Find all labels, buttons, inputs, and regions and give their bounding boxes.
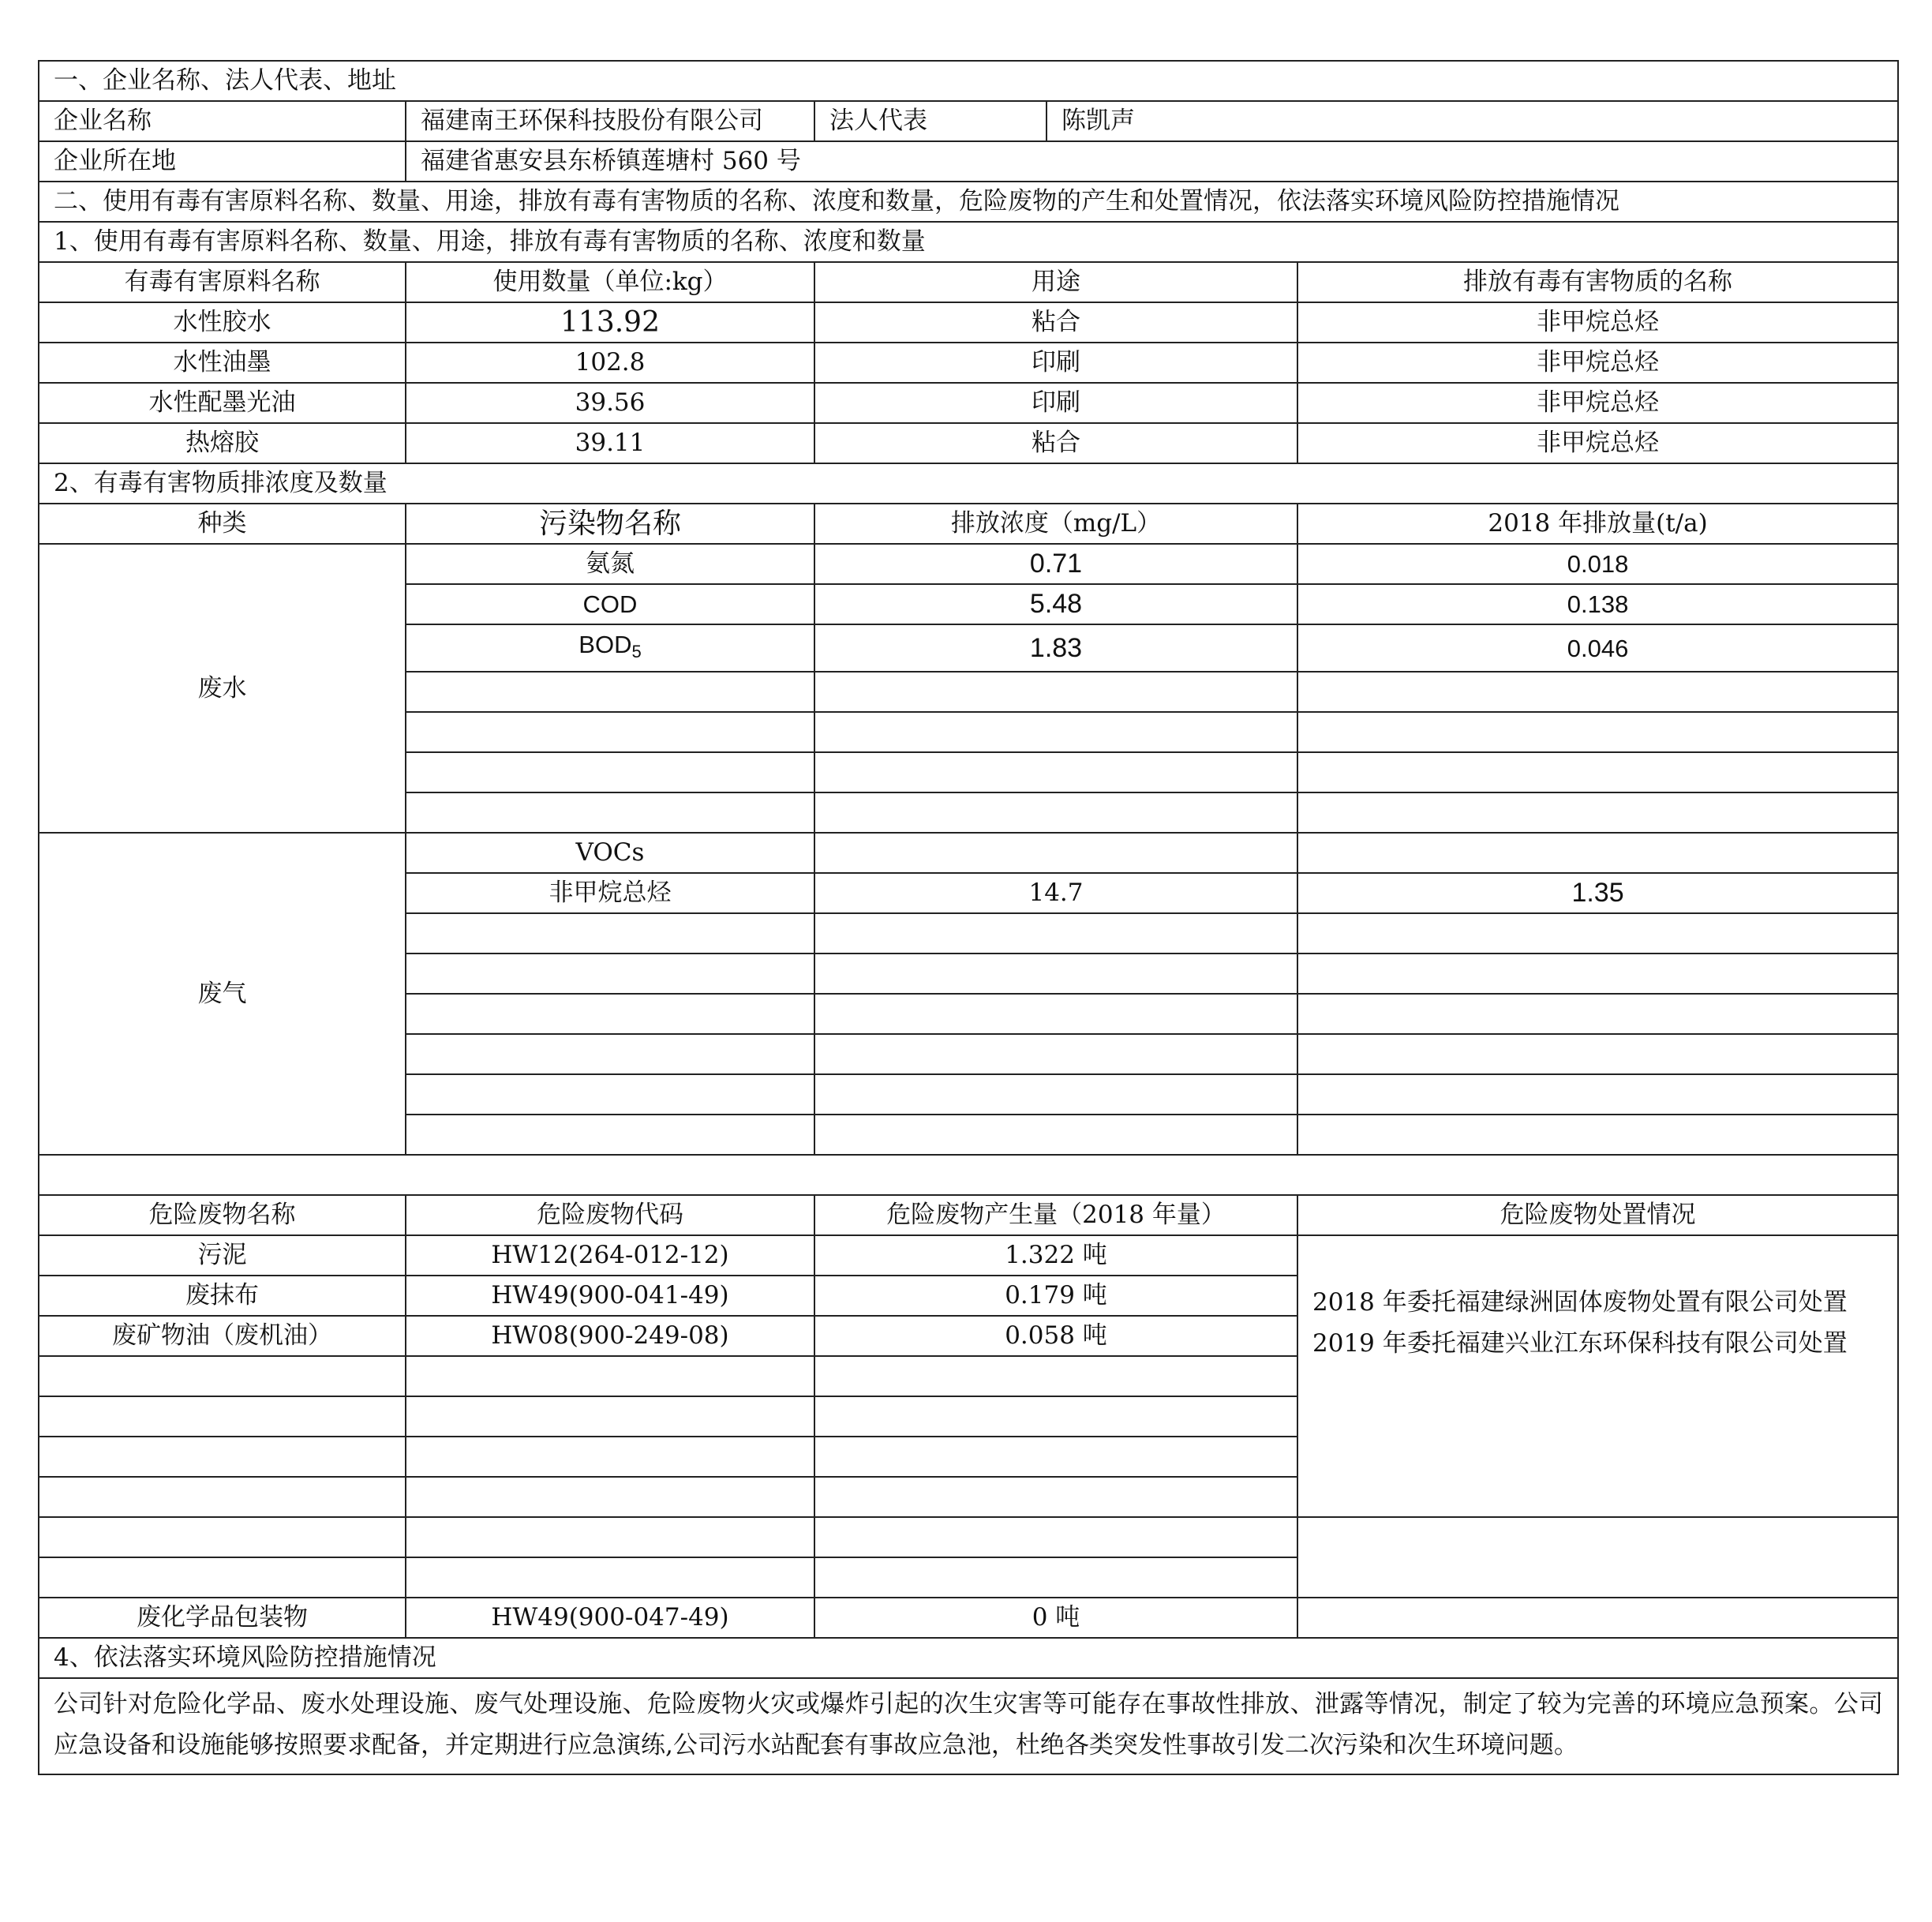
pollutant-concentration <box>814 833 1297 873</box>
empty-cell <box>406 1557 814 1598</box>
empty-cell <box>406 752 814 792</box>
hazardous-disposal-cell <box>1297 1235 1898 1517</box>
pollutant-name: 非甲烷总烃 <box>406 873 814 913</box>
pollutant-concentration: 14.7 <box>814 873 1297 913</box>
pollutant-concentration: 0.71 <box>814 544 1297 584</box>
section4-title-row <box>39 1638 1898 1678</box>
materials-header-row <box>39 262 1898 302</box>
empty-cell <box>39 1517 406 1557</box>
pollutant-name: VOCs <box>406 833 814 873</box>
empty-cell <box>1297 954 1898 994</box>
empty-cell <box>406 1396 814 1437</box>
emissions-header-pollutant: 污染物名称 <box>406 504 814 544</box>
pollutant-amount: 1.35 <box>1297 873 1898 913</box>
wastewater-row <box>39 544 1898 584</box>
empty-cell <box>1297 672 1898 712</box>
pollutant-name <box>406 624 814 672</box>
empty-cell <box>39 1437 406 1477</box>
empty-cell <box>406 1437 814 1477</box>
materials-header-name: 有毒有害原料名称 <box>39 262 406 302</box>
empty-cell <box>814 1074 1297 1115</box>
hazardous-name: 废矿物油（废机油） <box>39 1316 406 1356</box>
pollutant-name-main: BOD <box>578 631 632 658</box>
section1-title: 一、企业名称、法人代表、地址 <box>39 61 1898 101</box>
materials-header-use: 用途 <box>814 262 1297 302</box>
disposal-line-2018: 2018 年委托福建绿洲固体废物处置有限公司处置 <box>1312 1288 1848 1317</box>
empty-cell <box>814 1557 1297 1598</box>
empty-cell <box>406 792 814 833</box>
hazardous-amount: 1.322 吨 <box>814 1235 1297 1276</box>
material-row <box>39 423 1898 463</box>
section4-content: 公司针对危险化学品、废水处理设施、废气处理设施、危险废物火灾或爆炸引起的次生灾害等可能存在事故性排放、泄露等情况，制定了较为完善的环境应急预案。公司应急设备和设施能够按照要求配备，并定期进行应急演练,公司污水站配套有事故应急池，杜绝各类突发性事故引发二次污染和次生环境问题。 <box>39 1678 1898 1774</box>
material-qty: 113.92 <box>406 302 814 343</box>
pollutant-name: COD <box>406 584 814 624</box>
disposal-line-2019: 2019 年委托福建兴业江东环保科技有限公司处置 <box>1312 1329 1848 1358</box>
emissions-header-row <box>39 504 1898 544</box>
blank-cell <box>39 1155 1898 1195</box>
exhaust-row <box>39 833 1898 873</box>
hazardous-amount: 0.179 吨 <box>814 1276 1297 1316</box>
emissions-header-category: 种类 <box>39 504 406 544</box>
materials-title-row <box>39 222 1898 262</box>
packaging-row <box>39 1598 1898 1638</box>
hazardous-code: HW08(900-249-08) <box>406 1316 814 1356</box>
empty-cell <box>1297 1034 1898 1074</box>
empty-cell <box>1297 752 1898 792</box>
pollutant-amount <box>1297 833 1898 873</box>
empty-row <box>39 1517 1898 1557</box>
company-name-label: 企业名称 <box>39 101 406 141</box>
material-emission: 非甲烷总烃 <box>1297 302 1898 343</box>
empty-cell <box>1297 1074 1898 1115</box>
environmental-disclosure-table <box>38 60 1899 1775</box>
legal-rep-value: 陈凯声 <box>1046 101 1898 141</box>
empty-cell <box>406 1034 814 1074</box>
hazardous-header-code: 危险废物代码 <box>406 1195 814 1235</box>
material-name: 水性胶水 <box>39 302 406 343</box>
pollutant-amount: 0.018 <box>1297 544 1898 584</box>
empty-cell <box>406 954 814 994</box>
company-name-value: 福建南王环保科技股份有限公司 <box>406 101 814 141</box>
material-name: 水性油墨 <box>39 343 406 383</box>
address-label: 企业所在地 <box>39 141 406 182</box>
empty-cell <box>406 1517 814 1557</box>
emissions-title: 2、有毒有害物质排浓度及数量 <box>39 463 1898 504</box>
hazardous-code: HW12(264-012-12) <box>406 1235 814 1276</box>
packaging-amount: 0 吨 <box>814 1598 1297 1638</box>
hazardous-row <box>39 1235 1898 1276</box>
blank-separator-row <box>39 1155 1898 1195</box>
material-emission: 非甲烷总烃 <box>1297 423 1898 463</box>
hazardous-name: 废抹布 <box>39 1276 406 1316</box>
materials-header-emission: 排放有毒有害物质的名称 <box>1297 262 1898 302</box>
hazardous-name: 污泥 <box>39 1235 406 1276</box>
empty-cell <box>814 994 1297 1034</box>
empty-cell <box>814 792 1297 833</box>
empty-cell <box>1297 712 1898 752</box>
empty-cell <box>406 1477 814 1517</box>
address-value: 福建省惠安县东桥镇莲塘村 560 号 <box>406 141 1898 182</box>
pollutant-concentration: 5.48 <box>814 584 1297 624</box>
empty-cell <box>39 1477 406 1517</box>
pollutant-amount: 0.138 <box>1297 584 1898 624</box>
empty-cell <box>406 672 814 712</box>
exhaust-category: 废气 <box>39 833 406 1155</box>
material-qty: 102.8 <box>406 343 814 383</box>
emissions-title-row <box>39 463 1898 504</box>
section4-content-row <box>39 1678 1898 1774</box>
empty-cell <box>814 954 1297 994</box>
materials-title: 1、使用有毒有害原料名称、数量、用途，排放有毒有害物质的名称、浓度和数量 <box>39 222 1898 262</box>
packaging-name: 废化学品包装物 <box>39 1598 406 1638</box>
pollutant-name-subscript: 5 <box>631 642 642 661</box>
address-row <box>39 141 1898 182</box>
hazardous-amount: 0.058 吨 <box>814 1316 1297 1356</box>
material-name: 水性配墨光油 <box>39 383 406 423</box>
pollutant-amount: 0.046 <box>1297 624 1898 672</box>
material-row <box>39 343 1898 383</box>
empty-cell <box>406 712 814 752</box>
hazardous-header-amount: 危险废物产生量（2018 年量） <box>814 1195 1297 1235</box>
material-use: 粘合 <box>814 423 1297 463</box>
pollutant-name: 氨氮 <box>406 544 814 584</box>
material-row <box>39 302 1898 343</box>
empty-cell <box>814 1034 1297 1074</box>
empty-cell <box>1297 913 1898 954</box>
material-use: 印刷 <box>814 343 1297 383</box>
empty-cell <box>39 1396 406 1437</box>
company-name-row <box>39 101 1898 141</box>
section1-title-row <box>39 61 1898 101</box>
material-row <box>39 383 1898 423</box>
section4-title: 4、依法落实环境风险防控措施情况 <box>39 1638 1898 1678</box>
empty-cell <box>814 913 1297 954</box>
empty-cell <box>406 913 814 954</box>
hazardous-code: HW49(900-041-49) <box>406 1276 814 1316</box>
empty-cell <box>39 1356 406 1396</box>
wastewater-category: 废水 <box>39 544 406 833</box>
empty-cell <box>1297 1115 1898 1155</box>
hazardous-header-name: 危险废物名称 <box>39 1195 406 1235</box>
emissions-header-concentration: 排放浓度（mg/L） <box>814 504 1297 544</box>
empty-cell <box>814 672 1297 712</box>
empty-cell <box>814 1477 1297 1517</box>
empty-cell <box>1297 792 1898 833</box>
empty-cell <box>814 1437 1297 1477</box>
empty-cell <box>814 1356 1297 1396</box>
section2-title-row <box>39 182 1898 222</box>
packaging-code: HW49(900-047-49) <box>406 1598 814 1638</box>
legal-rep-label: 法人代表 <box>814 101 1046 141</box>
material-name: 热熔胶 <box>39 423 406 463</box>
empty-cell <box>814 1517 1297 1557</box>
material-emission: 非甲烷总烃 <box>1297 343 1898 383</box>
empty-cell <box>814 712 1297 752</box>
empty-cell <box>406 1115 814 1155</box>
empty-cell <box>406 1074 814 1115</box>
material-qty: 39.11 <box>406 423 814 463</box>
section2-title: 二、使用有毒有害原料名称、数量、用途，排放有毒有害物质的名称、浓度和数量，危险废物的产生和处置情况，依法落实环境风险防控措施情况 <box>39 182 1898 222</box>
empty-cell <box>406 1356 814 1396</box>
empty-cell <box>1297 994 1898 1034</box>
material-use: 印刷 <box>814 383 1297 423</box>
hazardous-header-disposal: 危险废物处置情况 <box>1297 1195 1898 1235</box>
empty-cell <box>814 1396 1297 1437</box>
empty-cell <box>814 1115 1297 1155</box>
hazardous-header-row <box>39 1195 1898 1235</box>
empty-cell <box>814 752 1297 792</box>
empty-cell <box>406 994 814 1034</box>
material-emission: 非甲烷总烃 <box>1297 383 1898 423</box>
empty-cell <box>1297 1598 1898 1638</box>
emissions-header-amount: 2018 年排放量(t/a) <box>1297 504 1898 544</box>
material-use: 粘合 <box>814 302 1297 343</box>
material-qty: 39.56 <box>406 383 814 423</box>
pollutant-concentration: 1.83 <box>814 624 1297 672</box>
empty-cell <box>39 1557 406 1598</box>
materials-header-qty: 使用数量（单位:kg） <box>406 262 814 302</box>
empty-cell <box>1297 1517 1898 1598</box>
